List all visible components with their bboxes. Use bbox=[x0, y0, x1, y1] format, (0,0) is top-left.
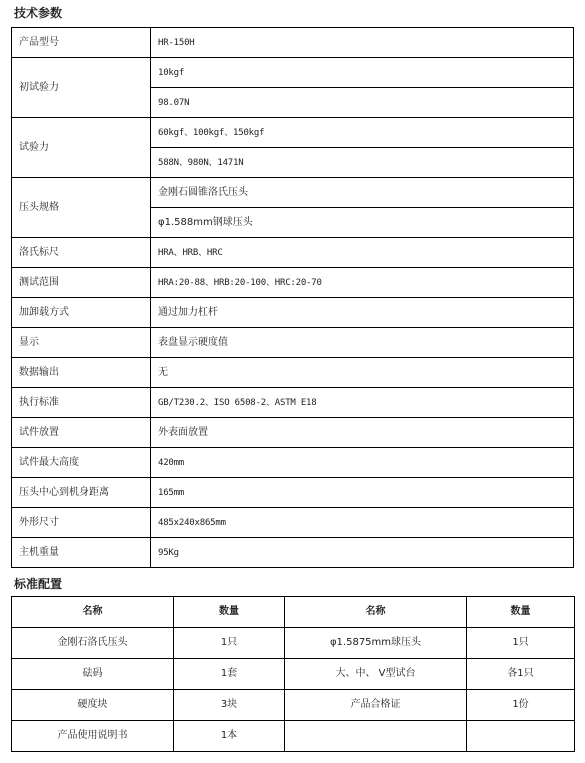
table-row bbox=[12, 478, 574, 508]
table-row bbox=[12, 690, 575, 721]
item-name: 金刚石洛氏压头 bbox=[12, 628, 174, 659]
item-name: 大、中、 V型试台 bbox=[285, 659, 467, 690]
spec-key: 试验力 bbox=[12, 118, 151, 178]
table-row bbox=[12, 28, 574, 58]
table-row bbox=[12, 358, 574, 388]
spec-key: 主机重量 bbox=[12, 538, 151, 568]
column-header-qty: 数量 bbox=[467, 597, 575, 628]
standard-config-heading: 标准配置 bbox=[14, 577, 63, 591]
spec-value: 表盘显示硬度值 bbox=[151, 328, 574, 358]
item-name: 砝码 bbox=[12, 659, 174, 690]
item-qty: 1套 bbox=[174, 659, 285, 690]
item-qty: 各1只 bbox=[467, 659, 575, 690]
spec-key: 压头规格 bbox=[12, 178, 151, 238]
table-row bbox=[12, 268, 574, 298]
spec-value: 外表面放置 bbox=[151, 418, 574, 448]
spec-value: 420mm bbox=[151, 448, 574, 478]
spec-value: 165mm bbox=[151, 478, 574, 508]
item-qty: 3块 bbox=[174, 690, 285, 721]
item-qty: 1只 bbox=[174, 628, 285, 659]
table-row bbox=[12, 238, 574, 268]
spec-key: 产品型号 bbox=[12, 28, 151, 58]
table-row bbox=[12, 298, 574, 328]
table-row bbox=[12, 58, 574, 88]
column-header-name: 名称 bbox=[12, 597, 174, 628]
item-qty: 1份 bbox=[467, 690, 575, 721]
table-header-row bbox=[12, 597, 575, 628]
item-qty: 1只 bbox=[467, 628, 575, 659]
spec-value: 485x240x865mm bbox=[151, 508, 574, 538]
item-name: 产品合格证 bbox=[285, 690, 467, 721]
spec-value: 10kgf bbox=[151, 58, 574, 88]
column-header-qty: 数量 bbox=[174, 597, 285, 628]
table-row bbox=[12, 418, 574, 448]
spec-key: 测试范围 bbox=[12, 268, 151, 298]
column-header-name: 名称 bbox=[285, 597, 467, 628]
spec-key: 试件最大高度 bbox=[12, 448, 151, 478]
table-row bbox=[12, 538, 574, 568]
spec-table bbox=[11, 27, 574, 568]
spec-key: 压头中心到机身距离 bbox=[12, 478, 151, 508]
spec-value: HR-150H bbox=[151, 28, 574, 58]
spec-key: 数据输出 bbox=[12, 358, 151, 388]
table-row bbox=[12, 178, 574, 208]
item-name bbox=[285, 721, 467, 752]
spec-value: 无 bbox=[151, 358, 574, 388]
table-row bbox=[12, 628, 575, 659]
table-row bbox=[12, 508, 574, 538]
table-row bbox=[12, 721, 575, 752]
spec-key: 执行标准 bbox=[12, 388, 151, 418]
standard-config-table bbox=[11, 596, 575, 752]
spec-value: 588N、980N、1471N bbox=[151, 148, 574, 178]
table-row bbox=[12, 388, 574, 418]
spec-value: 金刚石圆锥洛氏压头 bbox=[151, 178, 574, 208]
item-name: 产品使用说明书 bbox=[12, 721, 174, 752]
table-row bbox=[12, 659, 575, 690]
item-name: φ1.5875mm球压头 bbox=[285, 628, 467, 659]
spec-key: 洛氏标尺 bbox=[12, 238, 151, 268]
tech-params-heading: 技术参数 bbox=[14, 6, 63, 20]
spec-key: 外形尺寸 bbox=[12, 508, 151, 538]
spec-value: 通过加力杠杆 bbox=[151, 298, 574, 328]
spec-value: GB/T230.2、ISO 6508-2、ASTM E18 bbox=[151, 388, 574, 418]
spec-key: 初试验力 bbox=[12, 58, 151, 118]
spec-key: 显示 bbox=[12, 328, 151, 358]
spec-value: HRA:20-88、HRB:20-100、HRC:20-70 bbox=[151, 268, 574, 298]
table-row bbox=[12, 118, 574, 148]
item-qty bbox=[467, 721, 575, 752]
table-row bbox=[12, 448, 574, 478]
spec-key: 加卸载方式 bbox=[12, 298, 151, 328]
item-qty: 1本 bbox=[174, 721, 285, 752]
spec-value: 60kgf、100kgf、150kgf bbox=[151, 118, 574, 148]
table-row bbox=[12, 328, 574, 358]
spec-value: 98.07N bbox=[151, 88, 574, 118]
spec-value: φ1.588mm钢球压头 bbox=[151, 208, 574, 238]
item-name: 硬度块 bbox=[12, 690, 174, 721]
spec-key: 试件放置 bbox=[12, 418, 151, 448]
spec-value: HRA、HRB、HRC bbox=[151, 238, 574, 268]
spec-value: 95Kg bbox=[151, 538, 574, 568]
